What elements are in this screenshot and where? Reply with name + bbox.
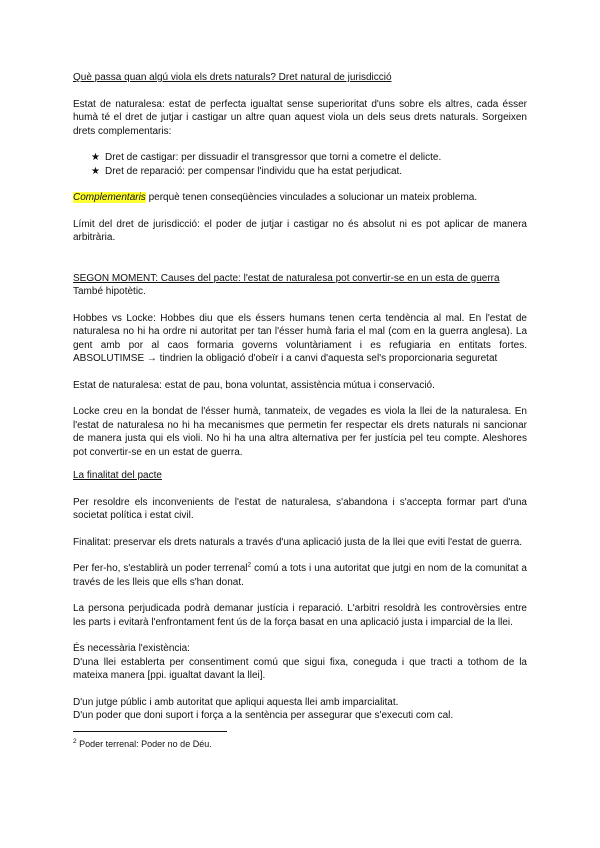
star-bullet-icon: ★ [91,165,100,177]
poder-text-b: comú a tots i una autoritat que jutgi en nom de la comunitat a través de les lleis que ells s'han donat. [73,563,527,588]
footnote [73,738,527,750]
paragraph-necessaria-line1: És necessària l'existència: [73,643,190,654]
paragraph-jutge: D'un jutge públic i amb autoritat que apliqui aquesta llei amb imparcialitat. [73,696,399,708]
complementaris-text: perquè tenen conseqüències vinculades a solucionar un mateix problema. [145,192,478,203]
paragraph-resoldre: Per resoldre els inconvenients de l'estat de naturalesa, s'abandona i s'accepta formar part d'una societat política i estat civil. [73,496,527,521]
paragraph-necessaria-line2: D'una llei establerta per consentiment comú que sigui fixa, coneguda i que tracti a tothom de la mateixa manera [ppi. igualtat davant la llei]. [73,656,527,681]
section-heading-segon-moment: SEGON MOMENT: Causes del pacte: l'estat de naturalesa pot convertir-se en un esta de guerra [73,272,500,284]
footnote-mark: 2 [73,737,77,745]
section-heading-finalitat: La finalitat del pacte [73,470,162,481]
highlighted-word: Complementaris [73,192,146,203]
paragraph-complementaris [73,191,527,205]
bullet-text: Dret de reparació: per compensar l'individu que ha estat perjudicat. [105,165,403,177]
paragraph-poder-terrenal [73,562,527,589]
star-bullet-icon: ★ [91,152,100,163]
bullet-list-drets [73,151,527,178]
paragraph-poder-suport: D'un poder que doni suport i força a la sentència per assegurar que s'executi com cal. [73,710,454,721]
paragraph-hobbes-locke: Hobbes vs Locke: Hobbes diu que els éssers humans tenen certa tendència al mal. En l'estat de naturalesa no hi ha ordre ni autoritat per tan l'ésser humà faria el mal (com en la guerra anglesa). La gent amb por al caos formaria governs voluntàriament i es refugiaria en entitats fortes. ABSOLUTIMSE → tindrien la obligació d'obeïr i a canvi d'aquesta sel's proporcionaria seguretat [73,312,527,364]
bullet-item [91,151,527,165]
poder-text-a: Per fer-ho, s'establirà un poder terrenal [73,563,248,574]
section-heading-jurisdiccio: Què passa quan algú viola els drets naturals? Dret natural de jurisdicció [73,72,392,83]
subtitle-hipotetic: També hipotètic. [73,286,146,297]
bullet-text: Dret de castigar: per dissuadir el transgressor que torni a cometre el delicte. [105,152,442,163]
paragraph-locke: Locke creu en la bondat de l'ésser humà, tanmateix, de vegades es viola la llei de la naturalesa. En l'estat de naturalesa no hi ha mecanismes que permetin fer respectar els drets naturals ni sancionar de manera justa qui els violi. No hi ha una altra alternativa per fer justícia pel teu compte. Aleshores pot convertir-se en un estat de guerra. [73,406,527,458]
paragraph-persona-perjudicada: La persona perjudicada podrà demanar justícia i reparació. L'arbitri resoldrà les controvèrsies entre les parts i evitarà l'enfrontament fent ús de la força basat en una aplicació justa i imparcial de la llei. [73,603,527,628]
footnote-reference: 2 [247,561,252,569]
paragraph-estat-pau: Estat de naturalesa: estat de pau, bona voluntat, assistència mútua i conservació. [73,379,435,391]
footnote-separator [73,731,227,732]
paragraph-estat-naturalesa: Estat de naturalesa: estat de perfecta igualtat sense superioritat d'uns sobre els altres, cada ésser humà té el dret de jutjar i castigar un altre quan aquest viola un dels seus drets naturals. Sorgeixen drets complementaris: [73,98,527,137]
bullet-item [91,165,527,179]
footnote-text: Poder terrenal: Poder no de Déu. [76,738,212,749]
paragraph-limit: Límit del dret de jurisdicció: el poder de jutjar i castigar no és absolut ni es pot aplicar de manera arbitrària. [73,218,527,243]
paragraph-finalitat: Finalitat: preservar els drets naturals a través d'una aplicació justa de la llei que eviti l'estat de guerra. [73,536,523,548]
